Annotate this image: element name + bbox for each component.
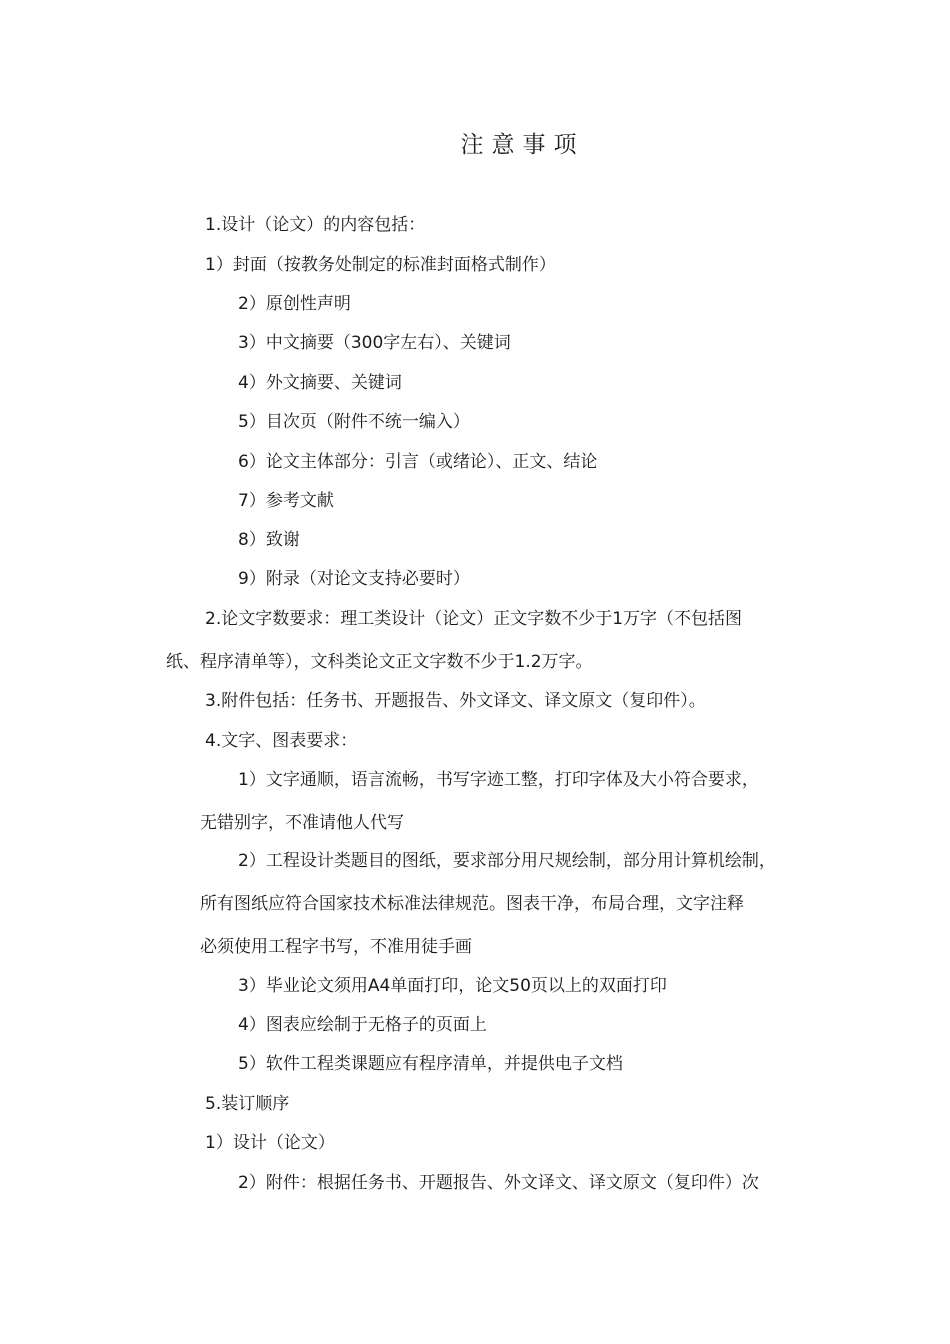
section-4-heading: 4.文字、图表要求：	[205, 731, 358, 751]
paragraph-continuation: 必须使用工程字书写，不准用徒手画	[200, 937, 472, 957]
section-1-heading: 1.设计（论文）的内容包括：	[205, 215, 426, 235]
list-item: 3）毕业论文须用A4单面打印，论文50页以上的双面打印	[238, 976, 667, 996]
paragraph-continuation: 所有图纸应符合国家技术标准法律规范。图表干净，布局合理，文字注释	[200, 894, 744, 914]
list-item: 1）封面（按教务处制定的标准封面格式制作）	[205, 255, 556, 275]
list-item: 9）附录（对论文支持必要时）	[238, 569, 470, 589]
list-item: 4）图表应绘制于无格子的页面上	[238, 1015, 487, 1035]
paragraph-continuation: 无错别字，不准请他人代写	[200, 813, 404, 833]
paragraph-continuation: 纸、程序清单等），文科类论文正文字数不少于1.2万字。	[166, 652, 593, 672]
page-title: 注意事项	[460, 132, 585, 158]
section-3-heading: 3.附件包括：任务书、开题报告、外文译文、译文原文（复印件）。	[205, 691, 706, 711]
list-item: 1）文字通顺，语言流畅，书写字迹工整，打印字体及大小符合要求，	[238, 770, 759, 790]
section-2-heading: 2.论文字数要求：理工类设计（论文）正文字数不少于1万字（不包括图	[205, 609, 743, 629]
list-item: 2）附件：根据任务书、开题报告、外文译文、译文原文（复印件）次	[238, 1173, 759, 1193]
list-item: 4）外文摘要、关键词	[238, 373, 402, 393]
section-5-heading: 5.装订顺序	[205, 1094, 290, 1114]
list-item: 8）致谢	[238, 530, 300, 550]
list-item: 2）工程设计类题目的图纸，要求部分用尺规绘制，部分用计算机绘制，	[238, 851, 776, 871]
list-item: 2）原创性声明	[238, 294, 351, 314]
list-item: 7）参考文献	[238, 491, 334, 511]
list-item: 1）设计（论文）	[205, 1133, 335, 1153]
list-item: 3）中文摘要（300字左右）、关键词	[238, 333, 511, 353]
list-item: 5）软件工程类课题应有程序清单，并提供电子文档	[238, 1054, 623, 1074]
list-item: 5）目次页（附件不统一编入）	[238, 412, 470, 432]
list-item: 6）论文主体部分：引言（或绪论）、正文、结论	[238, 452, 598, 472]
